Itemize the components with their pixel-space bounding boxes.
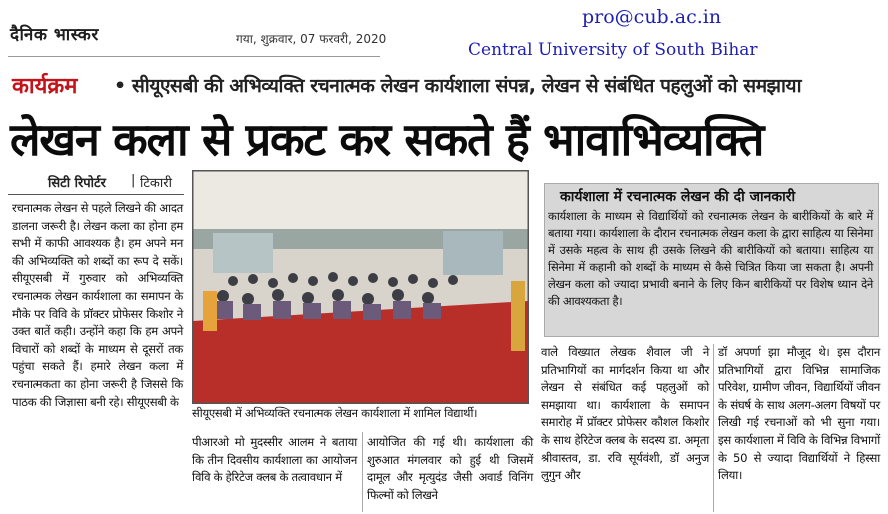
column-divider-right — [713, 344, 714, 512]
section-label: कार्यक्रम — [12, 74, 78, 99]
university-name: Central University of South Bihar — [468, 40, 758, 60]
headline: लेखन कला से प्रकट कर सकते हैं भावाभिव्यक्ति — [10, 113, 764, 166]
byline-separator: | — [131, 173, 136, 188]
photo-caption: सीयूएसबी में अभिव्यक्ति रचनात्मक लेखन कार्यशाला में शामिल विद्यार्थी। — [192, 406, 478, 420]
article-column-3: आयोजित की गई थी। कार्यशाला की शुरुआत मंगलवार को हुई थी जिसमें दामूल और मृत्युदंड जैसी अवार्ड विनिंग फिल्मों को लिखने — [367, 435, 533, 502]
newspaper-logo: दैनिक भास्कर — [10, 25, 99, 45]
article-column-2: पीआरओ मो मुदस्सीर आलम ने बताया कि तीन दिवसीय कार्यशाला का आयोजन विवि के हेरिटेज क्लब के तत्वावधान में — [192, 435, 357, 485]
info-box-body: कार्यशाला के माध्यम से विद्यार्थियों को रचनात्मक लेखन के बारीकियों के बारे में बताया गया। कार्यशाला के दौरान रचनात्मक लेखन कला के द्वारा साहित्य या सिनेमा में उसके महत्व के साथ ही उसके लिखने की बारीकियों को बताया। साहित्य या सिनेमा में कहानी को शब्दों के माध्यम से कैसे चित्रित किया जा सकता है। अपनी लेखन कला को ज्यादा प्रभावी बनाने के लिए किन बारीकियों पर विशेष ध्यान देने की आवश्यकता है। — [548, 209, 873, 308]
subheadline: • सीयूएसबी की अभिव्यक्ति रचनात्मक लेखन कार्यशाला संपन्न, लेखन से संबंधित पहलुओं को समझाया — [114, 75, 802, 97]
byline-rule — [8, 194, 184, 195]
article-column-5: डॉ अपर्णा झा मौजूद थे। इस दौरान प्रतिभागियों द्वारा विभिन्न सामाजिक परिवेश, ग्रामीण जीवन, विद्यार्थियों जीवन के संघर्ष के साथ अलग-अलग विषयों पर लिखी गई रचनाओं को भी सुना गया। इस कार्यशाला में विवि के विभिन्न विभागों के 50 से ज्यादा विद्यार्थियों ने हिस्सा लिया। — [718, 345, 880, 483]
classroom-photo-image — [193, 171, 528, 403]
article-column-4: वाले विख्यात लेखक शैवाल जी ने प्रतिभागियों का मार्गदर्शन किया था और लेखन से संबंधित कई पहलुओं को समझाया था। कार्यशाला के समापन समारोह में प्रॉक्टर प्रोफेसर कौशल किशोर के साथ हेरिटेज क्लब के सदस्य डा. अमृता श्रीवास्तव, डा. रवि सूर्यवंशी, डॉ अनुज लुगुन और — [541, 345, 709, 483]
event-photo — [192, 170, 529, 404]
contact-email: pro@cub.ac.in — [582, 6, 722, 28]
masthead-rule — [8, 56, 380, 57]
info-box-title: कार्यशाला में रचनात्मक लेखन की दी जानकारी — [560, 189, 796, 205]
byline-reporter: सिटी रिपोर्टर — [48, 176, 106, 191]
article-column-1: रचनात्मक लेखन से पहले लिखने की आदत डालना जरूरी है। लेखन कला का होना हम सभी में काफी आवश्यक है। हम अपने मन की अभिव्यक्ति को शब्दों का रूप दे सकें। सीयूएसबी में गुरुवार को अभिव्यक्ति रचनात्मक लेखन कार्यशाला का समापन के मौके पर विवि के प्रॉक्टर प्रोफेसर किशोर ने उक्त बातें कही। उन्होंने कहा कि हम अपने विचारों को शब्दों के माध्यम से दूसरों तक पहुंचा सकते हैं। हमारे लेखन कला में रचनात्मकता का होना जरूरी है जिससे कि पाठक की जिज्ञासा बनी रहे। सीयूएसबी के — [12, 201, 183, 409]
column-divider — [362, 432, 363, 512]
edition-date: गया, शुक्रवार, 07 फरवरी, 2020 — [236, 32, 387, 46]
byline-place: टिकारी — [140, 176, 172, 191]
